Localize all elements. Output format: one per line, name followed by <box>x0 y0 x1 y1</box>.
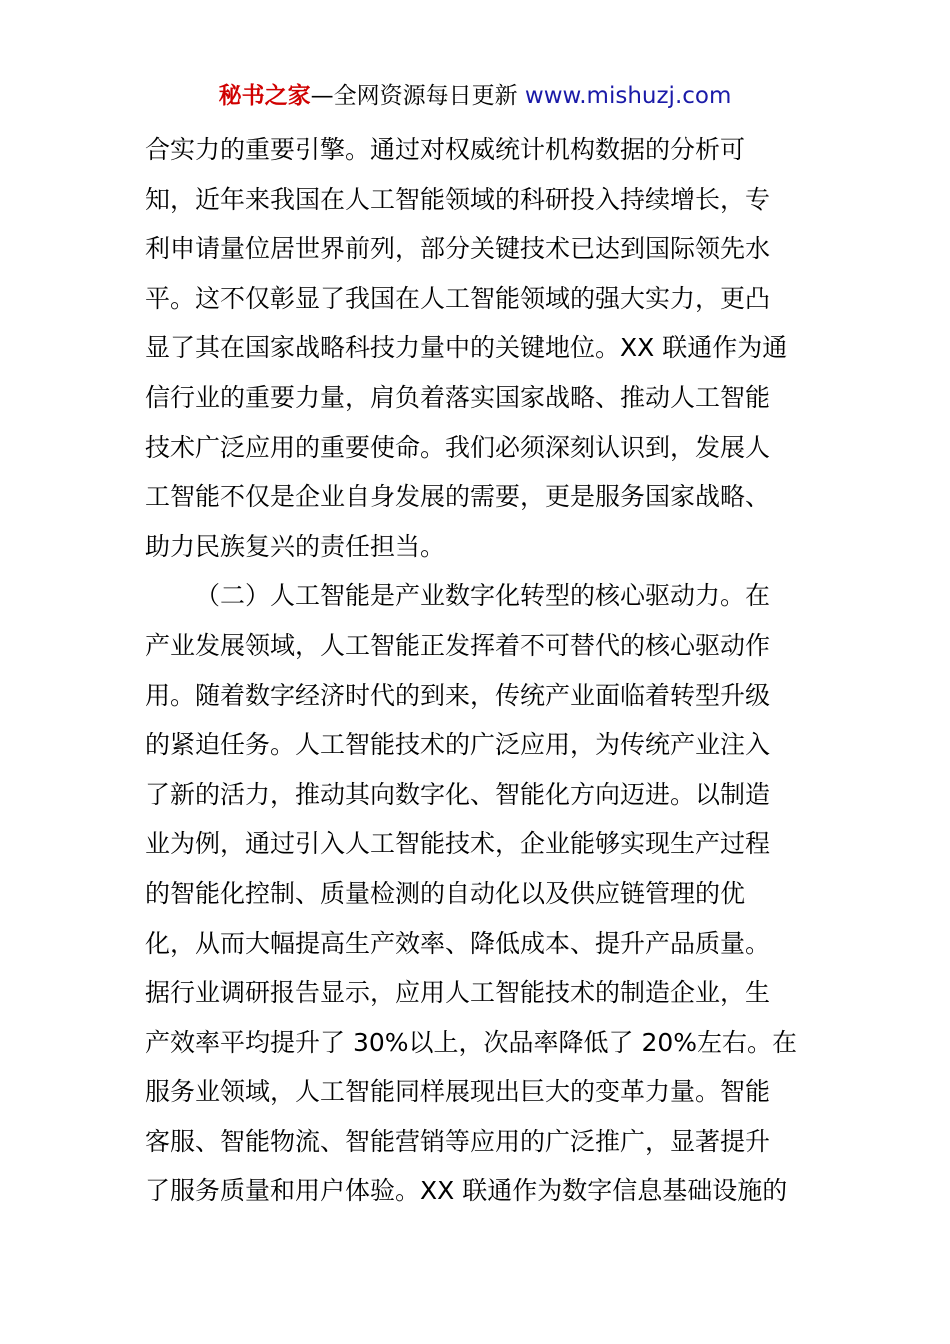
section-heading-line: （二）人工智能是产业数字化转型的核心驱动力。在 <box>195 581 771 611</box>
text-line: 的智能化控制、质量检测的自动化以及供应链管理的优 <box>145 878 746 908</box>
text-line: 助力民族复兴的责任担当。 <box>145 531 446 561</box>
text-line: 了服务质量和用户体验。XX 联通作为数字信息基础设施的 <box>145 1176 788 1206</box>
site-url[interactable]: www.mishuzj.com <box>524 83 732 109</box>
text-line: 的紧迫任务。人工智能技术的广泛应用，为传统产业注入 <box>145 730 771 760</box>
page-header <box>0 82 950 110</box>
text-line: 技术广泛应用的重要使命。我们必须深刻认识到，发展人 <box>145 432 771 462</box>
text-line: 客服、智能物流、智能营销等应用的广泛推广，显著提升 <box>145 1126 771 1156</box>
text-line: 信行业的重要力量，肩负着落实国家战略、推动人工智能 <box>145 382 771 412</box>
text-line: 平。这不仅彰显了我国在人工智能领域的强大实力，更凸 <box>145 283 771 313</box>
text-line: 知，近年来我国在人工智能领域的科研投入持续增长，专 <box>145 184 771 214</box>
text-line: 产业发展领域，人工智能正发挥着不可替代的核心驱动作 <box>145 630 771 660</box>
text-line: 化，从而大幅提高生产效率、降低成本、提升产品质量。 <box>145 928 771 958</box>
text-line: 了新的活力，推动其向数字化、智能化方向迈进。以制造 <box>145 779 771 809</box>
text-line: 合实力的重要引擎。通过对权威统计机构数据的分析可 <box>145 135 746 164</box>
text-line: 利申请量位居世界前列，部分关键技术已达到国际领先水 <box>145 234 771 264</box>
text-line: 据行业调研报告显示，应用人工智能技术的制造企业，生 <box>145 978 771 1008</box>
text-line: 服务业领域，人工智能同样展现出巨大的变革力量。智能 <box>145 1077 771 1107</box>
text-line: 用。随着数字经济时代的到来，传统产业面临着转型升级 <box>145 680 771 710</box>
text-line: 产效率平均提升了 30%以上，次品率降低了 20%左右。在 <box>145 1027 798 1057</box>
document-body <box>145 125 825 1216</box>
text-line: 业为例，通过引入人工智能技术，企业能够实现生产过程 <box>145 829 771 859</box>
site-brand: 秘书之家 <box>218 83 311 109</box>
site-tagline: —全网资源每日更新 <box>310 83 518 109</box>
text-line: 显了其在国家战略科技力量中的关键地位。XX 联通作为通 <box>145 333 788 363</box>
text-line: 工智能不仅是企业自身发展的需要，更是服务国家战略、 <box>145 482 771 512</box>
